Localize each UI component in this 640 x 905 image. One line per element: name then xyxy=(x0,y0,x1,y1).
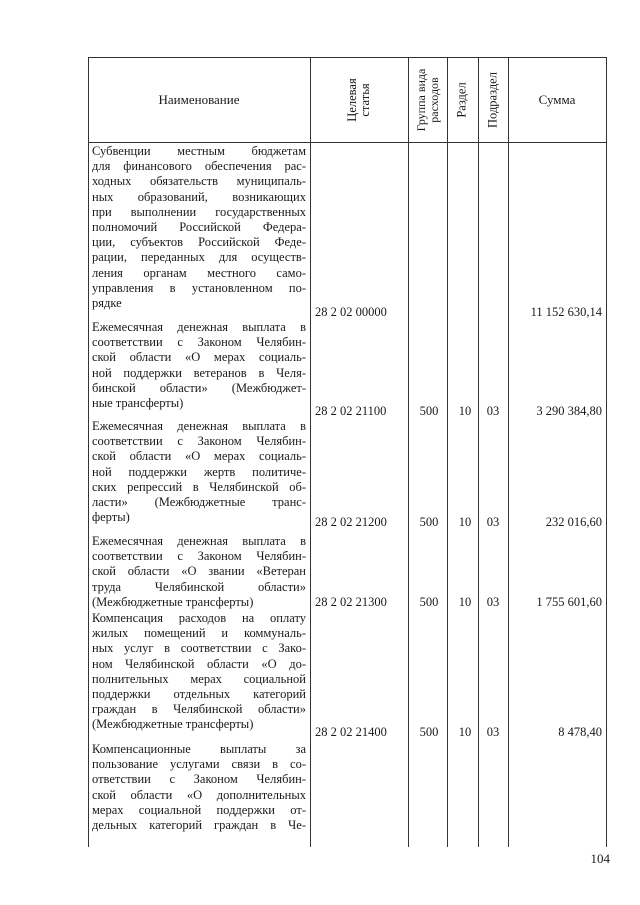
row-subsection: 03 xyxy=(486,595,500,609)
header-target-article xyxy=(346,78,372,121)
row-group: 500 xyxy=(419,595,439,609)
name-line: ходных обязательств муниципаль- xyxy=(92,174,306,189)
name-line: мерах социальной поддержки от- xyxy=(92,802,306,817)
row-subsection: 03 xyxy=(486,404,500,418)
name-line: ной поддержки жертв политиче- xyxy=(92,464,306,479)
row-code: 28 2 02 21100 xyxy=(315,404,387,418)
name-line: Субвенции местным бюджетам xyxy=(92,144,306,158)
name-line: Ежемесячная денежная выплата в xyxy=(92,320,306,334)
header-expense-group xyxy=(415,69,441,132)
row-sum: 3 290 384,80 xyxy=(536,404,602,418)
row-code: 28 2 02 21400 xyxy=(315,725,387,739)
row-code: 28 2 02 21200 xyxy=(315,515,387,529)
name-line: граждан в Челябинской области» xyxy=(92,702,306,717)
name-line: для финансового обеспечения рас- xyxy=(92,159,306,174)
name-line: пользование услугами связи в со- xyxy=(92,757,306,772)
name-line: ских репрессий в Челябинской об- xyxy=(92,479,306,494)
name-line: рядке xyxy=(92,295,122,310)
name-line: соответствии с Законом Челябин- xyxy=(92,434,306,449)
name-line: Компенсация расходов на оплату xyxy=(92,611,306,625)
name-line: Ежемесячная денежная выплата в xyxy=(92,419,306,433)
row-sum: 232 016,60 xyxy=(545,515,602,529)
row-name xyxy=(92,320,306,411)
row-group: 500 xyxy=(419,725,439,739)
row-code: 28 2 02 21300 xyxy=(315,595,387,609)
name-line: поддержки отдельных категорий xyxy=(92,686,306,701)
name-line: ласти» (Межбюджетные транс- xyxy=(92,494,306,509)
name-line: ской области «О дополнительных xyxy=(92,787,306,802)
name-line: рации, переданных для осуществ- xyxy=(92,250,306,265)
header-group-line2: расходов xyxy=(427,77,441,123)
name-line: управления в установленном по- xyxy=(92,280,306,295)
row-section: 10 xyxy=(458,515,472,529)
header-sum: Сумма xyxy=(538,91,576,107)
name-line: ответствии с Законом Челябин- xyxy=(92,772,306,787)
row-sum: 11 152 630,14 xyxy=(530,305,602,319)
name-line: при выполнении государственных xyxy=(92,204,306,219)
row-name xyxy=(92,419,306,525)
name-line: (Межбюджетные трансферты) xyxy=(92,594,254,609)
header-group-line1: Группа вида xyxy=(414,68,428,132)
name-line: полномочий Российской Федера- xyxy=(92,219,306,234)
table-left-border xyxy=(88,57,89,847)
name-line: бинской области» (Межбюджет- xyxy=(92,380,306,395)
name-line: ных образований, возникающих xyxy=(92,189,306,204)
name-line: ции, субъектов Российской Феде- xyxy=(92,235,306,250)
name-line: Компенсационные выплаты за xyxy=(92,742,306,756)
name-line: труда Челябинской области» xyxy=(92,579,306,594)
header-subsection: Подраздел xyxy=(485,72,500,128)
row-name xyxy=(92,144,306,311)
column-divider xyxy=(408,57,409,847)
page-number: 104 xyxy=(590,851,610,866)
row-name xyxy=(92,611,306,733)
row-subsection: 03 xyxy=(486,725,500,739)
header-section: Раздел xyxy=(454,82,469,118)
row-name xyxy=(92,742,306,833)
row-group: 500 xyxy=(419,404,439,418)
table-right-border xyxy=(606,57,607,847)
name-line: дельных категорий граждан в Че- xyxy=(92,817,306,832)
row-name xyxy=(92,534,306,610)
header-target-line1: Целевая xyxy=(345,78,359,122)
column-divider xyxy=(310,57,311,847)
name-line: ных услуг в соответствии с Зако- xyxy=(92,641,306,656)
name-line: ской области «О мерах социаль- xyxy=(92,449,306,464)
row-section: 10 xyxy=(458,595,472,609)
name-line: (Межбюджетные трансферты) xyxy=(92,717,254,732)
header-target-line2: статья xyxy=(358,83,372,117)
column-divider xyxy=(508,57,509,847)
name-line: Ежемесячная денежная выплата в xyxy=(92,534,306,548)
name-line: жилых помещений и коммуналь- xyxy=(92,626,306,641)
header-bottom-border xyxy=(88,142,606,143)
name-line: ской области «О звании «Ветеран xyxy=(92,564,306,579)
name-line: соответствии с Законом Челябин- xyxy=(92,549,306,564)
name-line: ления органам местного само- xyxy=(92,265,306,280)
name-line: ные трансферты) xyxy=(92,395,184,410)
name-line: ной поддержки ветеранов в Челя- xyxy=(92,365,306,380)
row-code: 28 2 02 00000 xyxy=(315,305,387,319)
name-line: ферты) xyxy=(92,510,130,525)
row-section: 10 xyxy=(458,404,472,418)
column-divider xyxy=(447,57,448,847)
name-line: полнительных мерах социальной xyxy=(92,671,306,686)
row-subsection: 03 xyxy=(486,515,500,529)
name-line: соответствии с Законом Челябин- xyxy=(92,335,306,350)
row-sum: 8 478,40 xyxy=(558,725,602,739)
row-sum: 1 755 601,60 xyxy=(536,595,602,609)
name-line: ской области «О мерах социаль- xyxy=(92,350,306,365)
row-section: 10 xyxy=(458,725,472,739)
name-line: ном Челябинской области «О до- xyxy=(92,656,306,671)
row-group: 500 xyxy=(419,515,439,529)
header-name: Наименование xyxy=(158,91,240,107)
